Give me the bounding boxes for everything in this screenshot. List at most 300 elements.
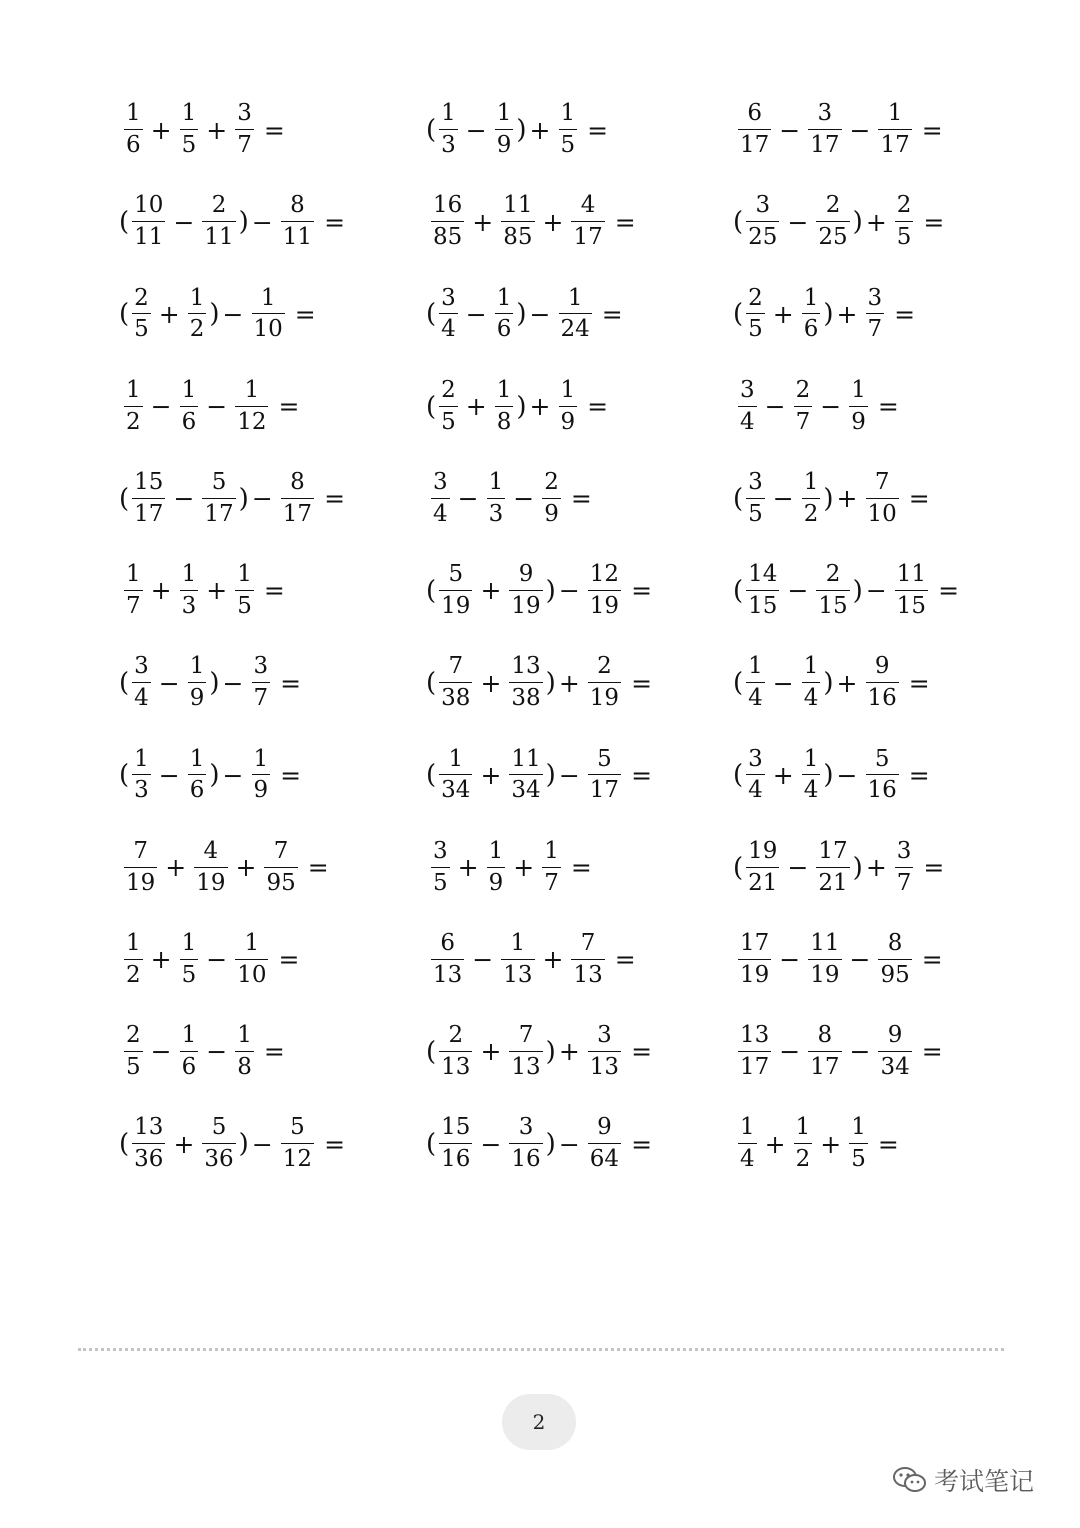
problem-expression [734, 84, 1044, 176]
watermark [892, 1462, 1034, 1498]
fraction [808, 931, 841, 989]
numerator: 17 [818, 837, 848, 864]
fraction [124, 562, 143, 620]
close-paren: ) [852, 852, 863, 883]
numerator: 11 [810, 929, 840, 956]
open-paren: ( [426, 1129, 437, 1160]
numerator: 3 [134, 653, 149, 680]
problem-expression [427, 84, 734, 176]
fraction [124, 378, 143, 436]
fraction [571, 931, 604, 989]
denominator: 2 [794, 1143, 813, 1173]
fraction [487, 470, 506, 528]
denominator: 10 [252, 313, 285, 343]
problem-expression [120, 176, 427, 268]
equals-sign: = [570, 484, 592, 514]
denominator: 2 [188, 313, 207, 343]
fraction [431, 931, 464, 989]
numerator: 5 [597, 745, 612, 772]
denominator: 3 [487, 498, 506, 528]
denominator: 9 [849, 406, 868, 436]
denominator: 10 [866, 498, 899, 528]
close-paren: ) [209, 760, 220, 791]
fraction [188, 286, 207, 344]
equals-sign: = [631, 1129, 653, 1159]
fraction [202, 193, 235, 251]
fraction [439, 286, 458, 344]
fraction [235, 931, 268, 989]
close-paren: ) [823, 299, 834, 330]
fraction [439, 378, 458, 436]
open-paren: ( [733, 760, 744, 791]
fraction [559, 286, 592, 344]
denominator: 5 [180, 129, 199, 159]
plus-operator: + [465, 392, 487, 422]
fraction [180, 378, 199, 436]
denominator: 25 [746, 221, 779, 251]
numerator: 12 [589, 561, 620, 588]
minus-operator: − [251, 207, 273, 237]
numerator: 1 [567, 284, 583, 311]
fraction [439, 1115, 472, 1173]
denominator: 95 [264, 867, 297, 897]
denominator: 38 [509, 682, 542, 712]
denominator: 17 [588, 774, 621, 804]
minus-operator: − [529, 299, 551, 329]
problem-expression [427, 729, 734, 821]
fraction [866, 747, 899, 805]
open-paren: ( [426, 668, 437, 699]
fraction [802, 470, 821, 528]
fraction [738, 101, 771, 159]
equals-sign: = [921, 115, 943, 145]
fraction [738, 1115, 757, 1173]
denominator: 16 [509, 1143, 542, 1173]
numerator: 1 [244, 929, 260, 956]
numerator: 9 [597, 1114, 612, 1141]
fraction [866, 286, 885, 344]
equals-sign: = [877, 392, 899, 422]
fraction [132, 1115, 165, 1173]
plus-operator: + [865, 207, 887, 237]
numerator: 7 [273, 837, 289, 864]
minus-operator: − [222, 299, 244, 329]
denominator: 10 [235, 959, 268, 989]
plus-operator: + [165, 853, 187, 882]
equals-sign: = [278, 392, 300, 422]
minus-operator: − [772, 484, 794, 514]
equals-sign: = [923, 207, 945, 237]
fraction [124, 1023, 143, 1081]
denominator: 7 [235, 129, 254, 159]
denominator: 21 [816, 867, 849, 897]
minus-operator: − [849, 1037, 871, 1067]
fraction [559, 378, 578, 436]
minus-operator: − [465, 299, 487, 329]
denominator: 85 [501, 221, 534, 251]
problem-expression [427, 914, 734, 1006]
problem-expression [120, 545, 427, 637]
minus-operator: − [513, 484, 535, 514]
page-number: 2 [532, 1410, 546, 1434]
minus-operator: − [836, 760, 858, 790]
fraction [866, 470, 899, 528]
fraction [746, 286, 765, 344]
numerator: 1 [181, 1022, 197, 1049]
numerator: 1 [544, 837, 559, 864]
numerator: 8 [817, 1022, 833, 1049]
fraction [509, 562, 542, 620]
equals-sign: = [278, 945, 300, 975]
denominator: 19 [808, 959, 841, 989]
open-paren: ( [119, 299, 130, 330]
plus-operator: + [772, 760, 794, 790]
minus-operator: − [865, 576, 887, 606]
numerator: 1 [181, 100, 197, 127]
fraction [501, 931, 534, 989]
fraction [188, 654, 207, 712]
fraction [794, 1115, 813, 1173]
problem-expression [120, 453, 427, 545]
close-paren: ) [545, 760, 556, 791]
denominator: 9 [559, 406, 578, 436]
denominator: 8 [495, 406, 514, 436]
numerator: 1 [560, 100, 576, 127]
denominator: 2 [802, 498, 821, 528]
equals-sign: = [280, 668, 302, 698]
numerator: 1 [488, 469, 504, 495]
numerator: 1 [244, 376, 260, 403]
fraction [895, 562, 928, 620]
denominator: 4 [802, 774, 821, 804]
problem-expression [120, 361, 427, 453]
numerator: 2 [544, 469, 559, 495]
numerator: 1 [510, 929, 526, 956]
numerator: 2 [448, 1022, 464, 1049]
numerator: 3 [755, 192, 771, 219]
plus-operator: + [542, 945, 564, 975]
denominator: 15 [816, 590, 849, 620]
denominator: 11 [202, 221, 235, 251]
page-number-badge [502, 1394, 576, 1450]
denominator: 19 [194, 867, 227, 897]
denominator: 3 [132, 774, 151, 804]
denominator: 4 [746, 774, 765, 804]
open-paren: ( [119, 207, 130, 238]
fraction [124, 931, 143, 989]
plus-operator: + [480, 668, 502, 698]
numerator: 6 [440, 929, 455, 956]
problem-expression [734, 453, 1044, 545]
plus-operator: + [542, 207, 564, 237]
denominator: 6 [180, 406, 199, 436]
denominator: 13 [431, 959, 464, 989]
problem-expression [120, 729, 427, 821]
problem-expression [120, 822, 427, 914]
plus-operator: + [480, 760, 502, 790]
minus-operator: − [849, 115, 871, 145]
equals-sign: = [324, 207, 346, 237]
numerator: 11 [503, 192, 533, 219]
problem-expression [427, 1098, 734, 1190]
open-paren: ( [426, 391, 437, 422]
minus-operator: − [480, 1129, 502, 1159]
equals-sign: = [921, 945, 943, 975]
fraction [132, 654, 151, 712]
fraction [431, 839, 450, 897]
denominator: 19 [588, 590, 621, 620]
close-paren: ) [516, 299, 527, 330]
minus-operator: − [772, 668, 794, 698]
problem-grid [120, 84, 1044, 1190]
equals-sign: = [324, 1129, 346, 1159]
plus-operator: + [206, 115, 228, 145]
denominator: 9 [542, 498, 561, 528]
numerator: 4 [580, 192, 596, 219]
fraction [132, 470, 165, 528]
fraction [132, 286, 151, 344]
open-paren: ( [119, 483, 130, 514]
plus-operator: + [836, 484, 858, 514]
numerator: 1 [851, 376, 866, 403]
equals-sign: = [587, 392, 609, 422]
equals-sign: = [307, 853, 329, 882]
equals-sign: = [923, 853, 945, 882]
denominator: 6 [188, 774, 207, 804]
numerator: 6 [747, 100, 762, 127]
denominator: 19 [738, 959, 771, 989]
denominator: 6 [802, 313, 821, 343]
fraction [802, 286, 821, 344]
plus-operator: + [558, 668, 580, 698]
minus-operator: − [173, 484, 195, 514]
fraction [132, 747, 151, 805]
numerator: 2 [211, 192, 227, 219]
numerator: 1 [237, 1022, 252, 1049]
numerator: 2 [597, 653, 612, 680]
numerator: 1 [189, 745, 205, 772]
fraction [281, 470, 314, 528]
denominator: 7 [542, 867, 561, 897]
denominator: 3 [180, 590, 199, 620]
close-paren: ) [545, 1129, 556, 1160]
numerator: 8 [290, 192, 305, 219]
equals-sign: = [570, 853, 592, 882]
fraction [746, 747, 765, 805]
fraction [439, 1023, 472, 1081]
denominator: 13 [509, 1051, 542, 1081]
fraction [816, 562, 849, 620]
numerator: 1 [887, 100, 903, 127]
numerator: 1 [496, 284, 512, 311]
fraction [235, 101, 254, 159]
numerator: 16 [433, 192, 463, 219]
close-paren: ) [516, 391, 527, 422]
numerator: 1 [189, 653, 205, 680]
plus-operator: + [865, 853, 887, 882]
problem-expression [427, 268, 734, 360]
numerator: 15 [441, 1114, 471, 1141]
fraction [180, 562, 199, 620]
fraction [895, 839, 914, 897]
numerator: 5 [211, 1114, 227, 1141]
numerator: 5 [290, 1114, 305, 1141]
close-paren: ) [545, 668, 556, 699]
minus-operator: − [222, 760, 244, 790]
denominator: 17 [738, 1051, 771, 1081]
problem-expression [734, 914, 1044, 1006]
numerator: 1 [496, 376, 512, 403]
denominator: 85 [431, 221, 464, 251]
numerator: 3 [748, 469, 763, 495]
open-paren: ( [426, 1036, 437, 1067]
plus-operator: + [820, 1129, 842, 1159]
denominator: 9 [252, 774, 271, 804]
fraction [794, 378, 813, 436]
fraction [559, 101, 578, 159]
denominator: 4 [439, 313, 458, 343]
denominator: 24 [559, 313, 592, 343]
fraction [202, 470, 235, 528]
numerator: 1 [181, 376, 197, 403]
denominator: 16 [866, 774, 899, 804]
plus-operator: + [150, 115, 172, 145]
denominator: 36 [202, 1143, 235, 1173]
denominator: 36 [132, 1143, 165, 1173]
plus-operator: + [158, 299, 180, 329]
problem-expression [427, 361, 734, 453]
equals-sign: = [631, 668, 653, 698]
numerator: 1 [740, 1114, 755, 1141]
minus-operator: − [158, 760, 180, 790]
numerator: 3 [740, 376, 755, 403]
numerator: 3 [433, 837, 448, 864]
close-paren: ) [516, 115, 527, 145]
numerator: 1 [803, 653, 819, 680]
minus-operator: − [779, 1037, 801, 1067]
fraction [746, 470, 765, 528]
numerator: 2 [795, 376, 811, 403]
numerator: 2 [896, 192, 912, 219]
denominator: 16 [439, 1143, 472, 1173]
open-paren: ( [426, 760, 437, 791]
fraction [849, 378, 868, 436]
fraction [439, 101, 458, 159]
fraction [895, 193, 914, 251]
problem-expression [734, 361, 1044, 453]
minus-operator: − [849, 945, 871, 975]
fraction [235, 1023, 254, 1081]
denominator: 19 [509, 590, 542, 620]
dotted-divider [78, 1348, 1004, 1351]
numerator: 1 [803, 469, 819, 495]
fraction [180, 101, 199, 159]
equals-sign: = [631, 1037, 653, 1067]
denominator: 15 [746, 590, 779, 620]
open-paren: ( [426, 115, 437, 145]
problem-expression [427, 822, 734, 914]
denominator: 12 [281, 1143, 314, 1173]
minus-operator: − [150, 392, 172, 422]
fraction [808, 1023, 841, 1081]
numerator: 5 [874, 745, 890, 772]
denominator: 5 [559, 129, 578, 159]
equals-sign: = [921, 1037, 943, 1067]
numerator: 15 [134, 469, 164, 495]
problem-expression [734, 729, 1044, 821]
denominator: 5 [235, 590, 254, 620]
denominator: 8 [235, 1051, 254, 1081]
plus-operator: + [836, 299, 858, 329]
fraction [849, 1115, 868, 1173]
numerator: 7 [580, 929, 596, 956]
equals-sign: = [324, 484, 346, 514]
numerator: 4 [203, 837, 219, 864]
problem-expression [427, 1006, 734, 1098]
open-paren: ( [119, 668, 130, 699]
denominator: 4 [738, 1143, 757, 1173]
minus-operator: − [251, 1129, 273, 1159]
fraction [124, 839, 157, 897]
numerator: 1 [181, 561, 197, 588]
watermark-text: 考试笔记 [934, 1467, 1035, 1496]
denominator: 17 [808, 1051, 841, 1081]
numerator: 9 [887, 1022, 903, 1049]
numerator: 1 [126, 376, 141, 403]
denominator: 6 [180, 1051, 199, 1081]
numerator: 7 [518, 1022, 534, 1049]
numerator: 3 [817, 100, 833, 127]
fraction [501, 193, 534, 251]
close-paren: ) [823, 483, 834, 514]
fraction [816, 839, 849, 897]
numerator: 2 [825, 192, 841, 219]
fraction [509, 654, 542, 712]
numerator: 13 [134, 1114, 164, 1141]
close-paren: ) [238, 207, 249, 238]
minus-operator: − [173, 207, 195, 237]
numerator: 7 [874, 469, 890, 495]
numerator: 3 [433, 469, 448, 495]
minus-operator: − [558, 760, 580, 790]
denominator: 17 [808, 129, 841, 159]
denominator: 34 [509, 774, 542, 804]
minus-operator: − [158, 668, 180, 698]
fraction [202, 1115, 235, 1173]
wechat-icon [892, 1465, 928, 1495]
numerator: 2 [441, 376, 456, 403]
numerator: 3 [867, 284, 883, 311]
denominator: 9 [487, 867, 506, 897]
plus-operator: + [457, 853, 479, 882]
fraction [746, 839, 779, 897]
minus-operator: − [472, 945, 494, 975]
denominator: 16 [866, 682, 899, 712]
equals-sign: = [877, 1129, 899, 1159]
denominator: 13 [439, 1051, 472, 1081]
close-paren: ) [545, 575, 556, 606]
plus-operator: + [529, 115, 551, 145]
plus-operator: + [558, 1037, 580, 1067]
fraction [439, 562, 472, 620]
numerator: 1 [237, 561, 252, 588]
fraction [124, 101, 143, 159]
minus-operator: − [206, 945, 228, 975]
fraction [746, 654, 765, 712]
denominator: 5 [849, 1143, 868, 1173]
denominator: 9 [495, 129, 514, 159]
numerator: 1 [795, 1114, 811, 1141]
